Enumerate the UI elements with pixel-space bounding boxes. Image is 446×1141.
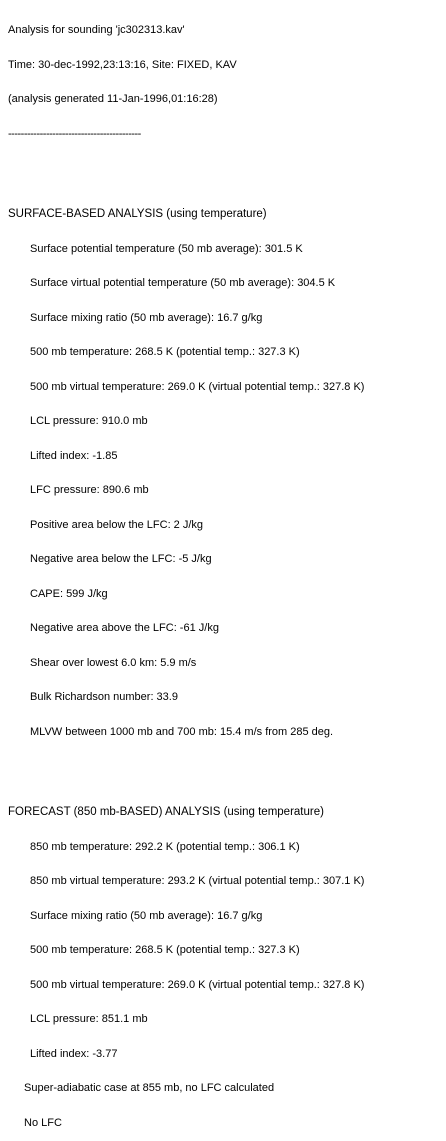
surface-item: Shear over lowest 6.0 km: 5.9 m/s <box>30 656 197 669</box>
forecast-note-no-lfc: No LFC <box>24 1116 62 1129</box>
forecast-item: LCL pressure: 851.1 mb <box>30 1013 148 1025</box>
surface-item: LCL pressure: 910.0 mb <box>30 415 148 427</box>
surface-item: LFC pressure: 890.6 mb <box>30 484 149 496</box>
forecast-item: 500 mb virtual temperature: 269.0 K (virtual potential temp.: 327.8 K) <box>30 978 365 991</box>
analysis-title: Analysis for sounding 'jc302313.kav' <box>8 24 185 36</box>
surface-item: Bulk Richardson number: 33.9 <box>30 691 178 703</box>
surface-item: 500 mb temperature: 268.5 K (potential temp.: 327.3 K) <box>30 346 300 358</box>
surface-item: MLVW between 1000 mb and 700 mb: 15.4 m/s from 285 deg. <box>30 725 334 738</box>
forecast-item: 850 mb virtual temperature: 293.2 K (virtual potential temp.: 307.1 K) <box>30 875 365 887</box>
analysis-generated: (analysis generated 11-Jan-1996,01:16:28) <box>8 93 218 105</box>
surface-item: Lifted index: -1.85 <box>30 449 118 462</box>
surface-item: Negative area above the LFC: -61 J/kg <box>30 622 219 634</box>
forecast-item: 500 mb temperature: 268.5 K (potential temp.: 327.3 K) <box>30 944 300 956</box>
forecast-item: Lifted index: -3.77 <box>30 1047 118 1060</box>
spacer <box>8 163 444 175</box>
forecast-note-superadiabatic: Super-adiabatic case at 855 mb, no LFC calculated <box>24 1082 275 1094</box>
forecast-section-title: FORECAST (850 mb-BASED) ANALYSIS (using temperature) <box>8 806 324 818</box>
surface-item: Surface virtual potential temperature (50 mb average): 304.5 K <box>30 277 336 289</box>
surface-item: Negative area below the LFC: -5 J/kg <box>30 553 212 565</box>
analysis-time-site: Time: 30-dec-1992,23:13:16, Site: FIXED, KAV <box>8 58 237 71</box>
forecast-item: Surface mixing ratio (50 mb average): 16.7 g/kg <box>30 909 263 922</box>
surface-item: Surface potential temperature (50 mb average): 301.5 K <box>30 242 303 255</box>
surface-item: Surface mixing ratio (50 mb average): 16.7 g/kg <box>30 311 263 324</box>
sounding-analysis-report <box>8 2 444 1141</box>
surface-item: 500 mb virtual temperature: 269.0 K (virtual potential temp.: 327.8 K) <box>30 380 365 393</box>
header-separator: ------------------------------------------ <box>8 127 141 140</box>
surface-item: CAPE: 599 J/kg <box>30 587 108 600</box>
surface-item: Positive area below the LFC: 2 J/kg <box>30 518 204 531</box>
surface-section-title: SURFACE-BASED ANALYSIS (using temperature) <box>8 208 267 220</box>
forecast-item: 850 mb temperature: 292.2 K (potential temp.: 306.1 K) <box>30 840 300 853</box>
spacer <box>8 761 444 773</box>
